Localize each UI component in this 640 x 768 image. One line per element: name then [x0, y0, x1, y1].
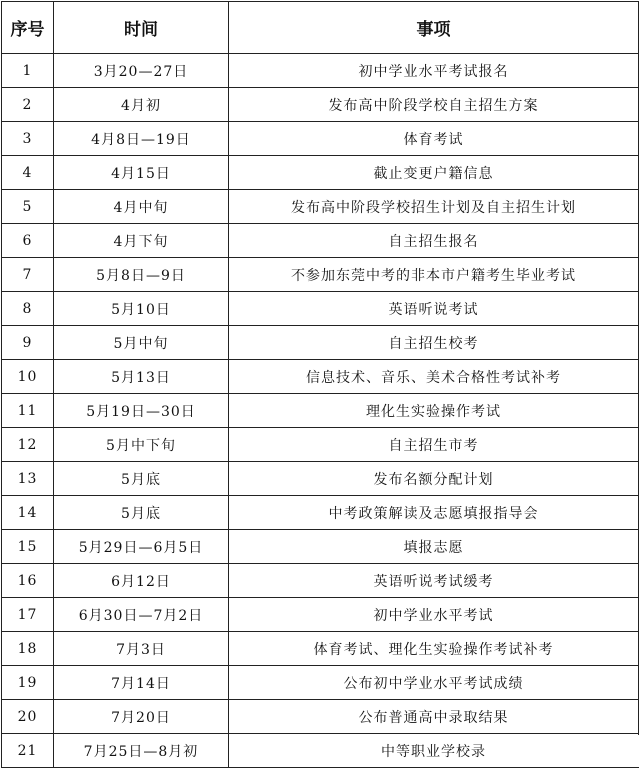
row-item: 公布初中学业水平考试成绩	[229, 666, 639, 700]
table-row	[2, 122, 639, 156]
table-row	[2, 54, 639, 88]
row-time: 4月初	[54, 88, 229, 122]
table-row	[2, 462, 639, 496]
table-row	[2, 666, 639, 700]
row-number: 9	[2, 326, 54, 360]
row-item: 体育考试	[229, 122, 639, 156]
row-number: 10	[2, 360, 54, 394]
header-row	[2, 2, 639, 54]
row-item: 理化生实验操作考试	[229, 394, 639, 428]
row-item: 发布高中阶段学校自主招生方案	[229, 88, 639, 122]
row-item: 初中学业水平考试报名	[229, 54, 639, 88]
row-number: 12	[2, 428, 54, 462]
row-item: 英语听说考试	[229, 292, 639, 326]
row-number: 20	[2, 700, 54, 734]
row-time: 5月19日—30日	[54, 394, 229, 428]
row-time: 7月14日	[54, 666, 229, 700]
row-item: 信息技术、音乐、美术合格性考试补考	[229, 360, 639, 394]
table-row	[2, 258, 639, 292]
row-number: 5	[2, 190, 54, 224]
row-number: 15	[2, 530, 54, 564]
row-number: 17	[2, 598, 54, 632]
row-number: 13	[2, 462, 54, 496]
row-item: 自主招生校考	[229, 326, 639, 360]
row-item: 截止变更户籍信息	[229, 156, 639, 190]
row-item: 自主招生市考	[229, 428, 639, 462]
table-row	[2, 88, 639, 122]
table-row	[2, 530, 639, 564]
row-number: 8	[2, 292, 54, 326]
row-number: 3	[2, 122, 54, 156]
row-number: 14	[2, 496, 54, 530]
row-number: 21	[2, 734, 54, 768]
row-time: 7月3日	[54, 632, 229, 666]
row-item: 发布名额分配计划	[229, 462, 639, 496]
table-row	[2, 632, 639, 666]
row-time: 4月中旬	[54, 190, 229, 224]
table-row	[2, 734, 639, 768]
row-item: 体育考试、理化生实验操作考试补考	[229, 632, 639, 666]
row-time: 5月中旬	[54, 326, 229, 360]
table-row	[2, 190, 639, 224]
row-item: 中考政策解读及志愿填报指导会	[229, 496, 639, 530]
row-number: 16	[2, 564, 54, 598]
table-row	[2, 496, 639, 530]
row-number: 1	[2, 54, 54, 88]
row-number: 4	[2, 156, 54, 190]
row-time: 5月8日—9日	[54, 258, 229, 292]
table-header	[2, 2, 639, 54]
table-row	[2, 700, 639, 734]
row-time: 3月20—27日	[54, 54, 229, 88]
table-row	[2, 292, 639, 326]
row-item: 发布高中阶段学校招生计划及自主招生计划	[229, 190, 639, 224]
row-number: 2	[2, 88, 54, 122]
header-time: 时间	[54, 2, 229, 54]
table-row	[2, 428, 639, 462]
row-time: 5月中下旬	[54, 428, 229, 462]
schedule-table	[1, 1, 639, 768]
row-time: 5月29日—6月5日	[54, 530, 229, 564]
row-item: 自主招生报名	[229, 224, 639, 258]
table-row	[2, 224, 639, 258]
row-time: 4月下旬	[54, 224, 229, 258]
row-time: 7月20日	[54, 700, 229, 734]
row-number: 11	[2, 394, 54, 428]
table-row	[2, 156, 639, 190]
row-number: 6	[2, 224, 54, 258]
row-time: 5月10日	[54, 292, 229, 326]
row-item: 不参加东莞中考的非本市户籍考生毕业考试	[229, 258, 639, 292]
row-item: 填报志愿	[229, 530, 639, 564]
table-row	[2, 598, 639, 632]
row-number: 19	[2, 666, 54, 700]
row-number: 18	[2, 632, 54, 666]
table-row	[2, 564, 639, 598]
row-time: 4月15日	[54, 156, 229, 190]
table-body	[2, 54, 639, 768]
header-number: 序号	[2, 2, 54, 54]
table-row	[2, 394, 639, 428]
table-row	[2, 360, 639, 394]
header-item: 事项	[229, 2, 639, 54]
row-time: 7月25日—8月初	[54, 734, 229, 768]
row-time: 5月底	[54, 462, 229, 496]
row-item: 公布普通高中录取结果	[229, 700, 639, 734]
row-time: 6月30日—7月2日	[54, 598, 229, 632]
row-number: 7	[2, 258, 54, 292]
row-item: 英语听说考试缓考	[229, 564, 639, 598]
row-time: 5月13日	[54, 360, 229, 394]
table-row	[2, 326, 639, 360]
row-time: 4月8日—19日	[54, 122, 229, 156]
row-time: 5月底	[54, 496, 229, 530]
row-item: 中等职业学校录	[229, 734, 639, 768]
row-time: 6月12日	[54, 564, 229, 598]
row-item: 初中学业水平考试	[229, 598, 639, 632]
